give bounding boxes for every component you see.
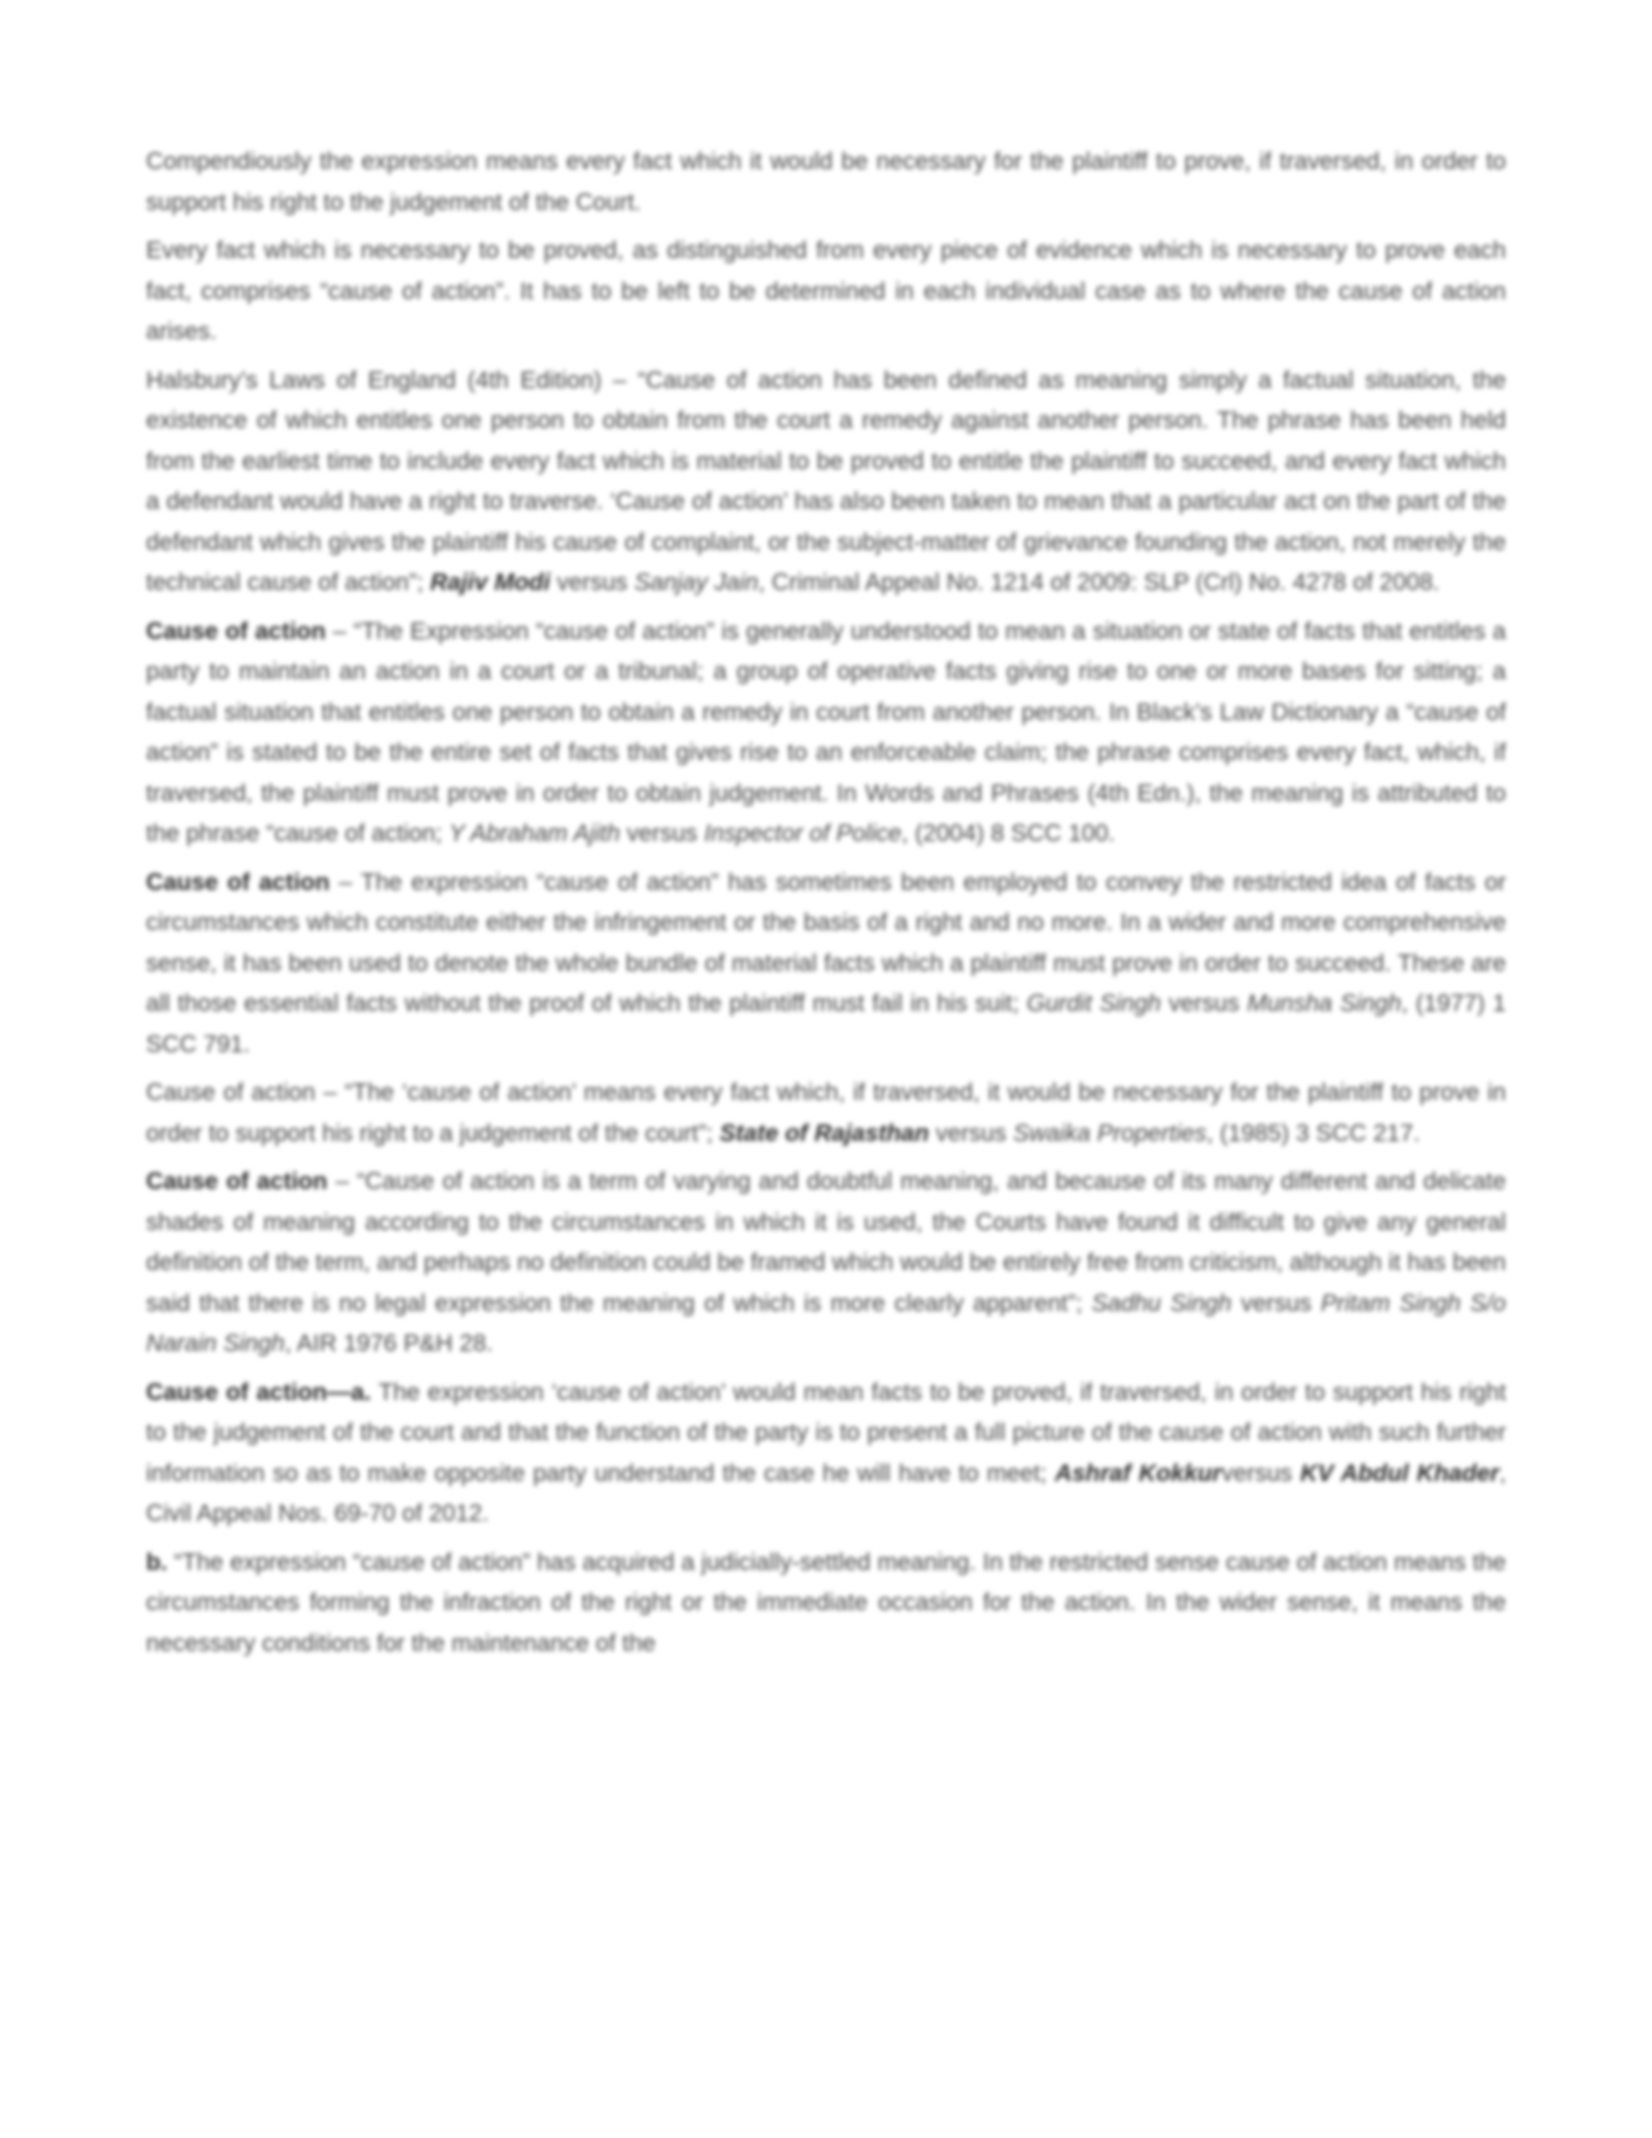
case-party-1: Rajiv Modi (430, 569, 551, 596)
case-party-2: Pritam Singh S/o Narain Singh (146, 1289, 1506, 1357)
paragraph-cause-of-action-5 (146, 1373, 1506, 1535)
citation-text: , (1985) 3 SCC 217. (1206, 1119, 1420, 1147)
case-party-2: Sanjay Jain (634, 569, 759, 596)
citation-text: , (1977) 1 SCC 791. (146, 990, 1506, 1058)
case-party-2: KV Abdul Khader (1300, 1459, 1500, 1487)
paragraph-cause-of-action-2 (146, 863, 1506, 1066)
versus-text: versus (929, 1119, 1014, 1147)
versus-text: versus (550, 569, 635, 596)
paragraph-cause-of-action-4 (146, 1162, 1506, 1365)
document-page (146, 142, 1506, 1672)
paragraph-lead: b. (146, 1548, 168, 1576)
paragraph-lead: Cause of action—a. (146, 1378, 372, 1406)
citation-text: , Criminal Appeal No. 1214 of 2009: SLP (Crl) No. 4278 of 2008. (758, 569, 1440, 596)
paragraph-text: “The expression “cause of action” has acquired a judicially-settled meaning. In the restricted sense cause of action means the circumstances forming the infraction of the right or the immediate occasion for the action. In the wider sense, it means the necessary conditions for the maintenance of the (146, 1548, 1506, 1657)
paragraph-text: Compendiously the expression means every fact which it would be necessary for the plaintiff to prove, if traversed, in order to support his right to the judgement of the Court. (146, 148, 1506, 216)
citation-text: , (2004) 8 SCC 100. (901, 820, 1115, 847)
case-party-1: Ashraf Kokkur (1054, 1459, 1222, 1487)
citation-text: , AIR 1976 P&H 28. (284, 1330, 493, 1357)
paragraph-text: The expression ‘cause of action’ would mean facts to be proved, if traversed, in order to support his right to the judgement of the court and that the function of the party is to present a full picture of the cause of action with such further information so as to make opposite party understand the case he will have to meet; (146, 1378, 1507, 1487)
paragraph-text: Halsbury’s Laws of England (4th Edition) – “Cause of action has been defined as meaning simply a factual situation, the existence of which entitles one person to obtain from the court a remedy against another person. The phrase has been held from the earliest time to include every fact which is material to be proved to entitle the plaintiff to succeed, and every fact which a defendant would have a right to traverse. ‘Cause of action’ has also been taken to mean that a particular act on the part of the defendant which gives the plaintiff his cause of complaint, or the subject-matter of grievance founding the action, not merely the technical cause of action”; (146, 366, 1506, 596)
citation-text: , Civil Appeal Nos. 69-70 of 2012. (146, 1459, 1507, 1527)
paragraph-text: – “The Expression “cause of action” is generally understood to mean a situation or state of facts that entitles a party to maintain an action in a court or a tribunal; a group of operative facts giving rise to one or more bases for sitting; a factual situation that entitles one person to obtain a remedy in court from another person. In Black’s Law Dictionary a “cause of action” is stated to be the entire set of facts that gives rise to an enforceable claim; the phrase comprises every fact, which, if traversed, the plaintiff must prove in order to obtain judgement. In Words and Phrases (4th Edn.), the meaning is attributed to the phrase “cause of action; (146, 617, 1506, 847)
case-party-1: State of Rajasthan (719, 1119, 930, 1147)
case-party-1: Y Abraham Ajith (448, 820, 621, 847)
versus-text: versus (1161, 990, 1247, 1017)
case-party-2: Swaika Properties (1013, 1119, 1207, 1147)
versus-text: versus (1221, 1459, 1301, 1487)
paragraph-text: – “Cause of action is a term of varying and doubtful meaning, and because of its many different and delicate shades of meaning according to the circumstances in which it is used, the Courts have found it difficult to give any general definition of the term, and perhaps no definition could be framed which would be entirely free from criticism, although it has been said that there is no legal expression the meaning of which is more clearly apparent”; (146, 1168, 1506, 1317)
paragraph-definition-every-fact (146, 231, 1506, 353)
paragraph-cause-of-action-6 (146, 1543, 1506, 1665)
paragraph-lead: Cause of action (146, 1168, 328, 1195)
paragraph-text: Every fact which is necessary to be proved, as distinguished from every piece of evidence which is necessary to prove each fact, comprises “cause of action”. It has to be left to be determined in each individual case as to where the cause of action arises. (146, 237, 1506, 345)
paragraph-lead: Cause of action (146, 868, 330, 896)
case-party-2: Inspector of Police (704, 820, 902, 847)
paragraph-halsbury (146, 361, 1506, 604)
paragraph-lead: Cause of action (146, 617, 326, 645)
paragraph-cause-of-action-3 (146, 1073, 1506, 1154)
case-party-1: Gurdit Singh (1026, 990, 1162, 1017)
paragraph-cause-of-action-1 (146, 612, 1506, 855)
versus-text: versus (620, 820, 705, 847)
case-party-1: Sadhu Singh (1091, 1289, 1232, 1317)
paragraph-definition-compendious (146, 142, 1506, 223)
case-party-2: Munsha Singh (1246, 990, 1402, 1017)
versus-text: versus (1231, 1289, 1321, 1317)
paragraph-text: – The expression “cause of action” has sometimes been employed to convey the restricted idea of facts or circumstances which constitute either the infringement or the basis of a right and no more. In a wider and more comprehensive sense, it has been used to denote the whole bundle of material facts which a plaintiff must prove in order to succeed. These are all those essential facts without the proof of which the plaintiff must fail in his suit; (146, 868, 1506, 1017)
paragraph-text: Cause of action – “The ‘cause of action’ means every fact which, if traversed, it would be necessary for the plaintiff to prove in order to support his right to a judgement of the court”; (146, 1079, 1506, 1147)
